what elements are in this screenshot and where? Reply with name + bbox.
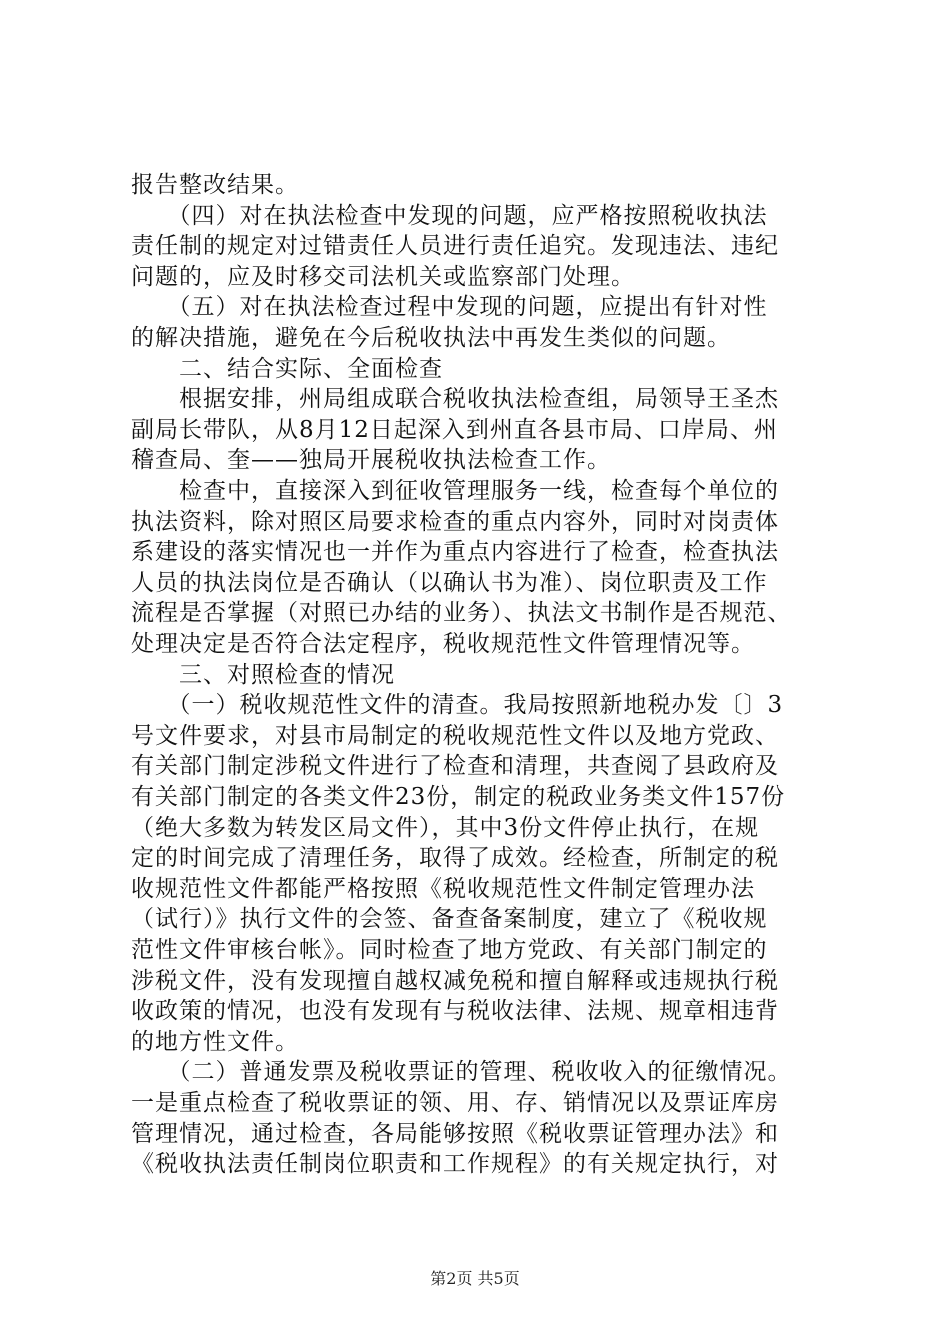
text-line: （试行）》执行文件的会签、备查备案制度，建立了《税收规 — [131, 906, 768, 933]
text-line: （四）对在执法检查中发现的问题，应严格按照税收执法 — [131, 202, 768, 229]
text-line: 稽查局、奎——独局开展税收执法检查工作。 — [131, 447, 611, 474]
text-line: 收规范性文件都能严格按照《税收规范性文件制定管理办法 — [131, 875, 755, 902]
section-heading: 二、结合实际、全面检查 — [131, 355, 443, 382]
text-line: 人员的执法岗位是否确认（以确认书为准）、岗位职责及工作 — [131, 569, 768, 596]
text-line: 收政策的情况，也没有发现有与税收法律、法规、规章相违背 — [131, 998, 779, 1025]
text-line: 管理情况，通过检查，各局能够按照《税收票证管理办法》和 — [131, 1120, 779, 1147]
text-line: 《税收执法责任制岗位职责和工作规程》的有关规定执行，对 — [131, 1151, 779, 1178]
text-line: 号文件要求，对县市局制定的税收规范性文件以及地方党政、 — [131, 722, 779, 749]
text-line: 执法资料，除对照区局要求检查的重点内容外，同时对岗责体 — [131, 508, 779, 535]
page-number: 第2页 共5页 — [430, 1269, 520, 1288]
text-line: 有关部门制定涉税文件进行了检查和清理，共查阅了县政府及 — [131, 753, 779, 780]
text-line: （绝大多数为转发区局文件），其中3份文件停止执行，在规 — [131, 814, 760, 841]
section-heading: 三、对照检查的情况 — [131, 661, 395, 688]
text-line: 有关部门制定的各类文件23份，制定的税政业务类文件157份 — [131, 784, 786, 810]
text-line: 处理决定是否符合法定程序，税收规范性文件管理情况等。 — [131, 631, 755, 657]
text-line: （一）税收规范性文件的清查。我局按照新地税办发〔〕3 — [131, 692, 784, 719]
text-line: 根据安排，州局组成联合税收执法检查组，局领导王圣杰 — [131, 386, 779, 413]
text-line: 责任制的规定对过错责任人员进行责任追究。发现违法、违纪 — [131, 233, 779, 260]
text-line: 的解决措施，避免在今后税收执法中再发生类似的问题。 — [131, 325, 731, 351]
text-line: 报告整改结果。 — [131, 172, 299, 198]
text-line: 范性文件审核台帐》。同时检查了地方党政、有关部门制定的 — [131, 937, 768, 963]
text-line: （二）普通发票及税收票证的管理、税收收入的征缴情况。 — [131, 1059, 792, 1086]
text-line: 一是重点检查了税收票证的领、用、存、销情况以及票证库房 — [131, 1090, 779, 1116]
text-line: 定的时间完成了清理任务，取得了成效。经检查，所制定的税 — [131, 845, 779, 872]
text-line: 副局长带队，从8月12日起深入到州直各县市局、口岸局、州 — [131, 416, 778, 443]
text-line: 流程是否掌握（对照已办结的业务）、执法文书制作是否规范、 — [131, 600, 792, 627]
text-line: （五）对在执法检查过程中发现的问题，应提出有针对性 — [131, 294, 768, 321]
text-line: 系建设的落实情况也一并作为重点内容进行了检查，检查执法 — [131, 539, 779, 566]
text-line: 涉税文件，没有发现擅自越权减免税和擅自解释或违规执行税 — [131, 967, 779, 994]
text-line: 的地方性文件。 — [131, 1028, 299, 1055]
text-line: 检查中，直接深入到征收管理服务一线，检查每个单位的 — [131, 478, 779, 504]
text-line: 问题的，应及时移交司法机关或监察部门处理。 — [131, 263, 635, 290]
